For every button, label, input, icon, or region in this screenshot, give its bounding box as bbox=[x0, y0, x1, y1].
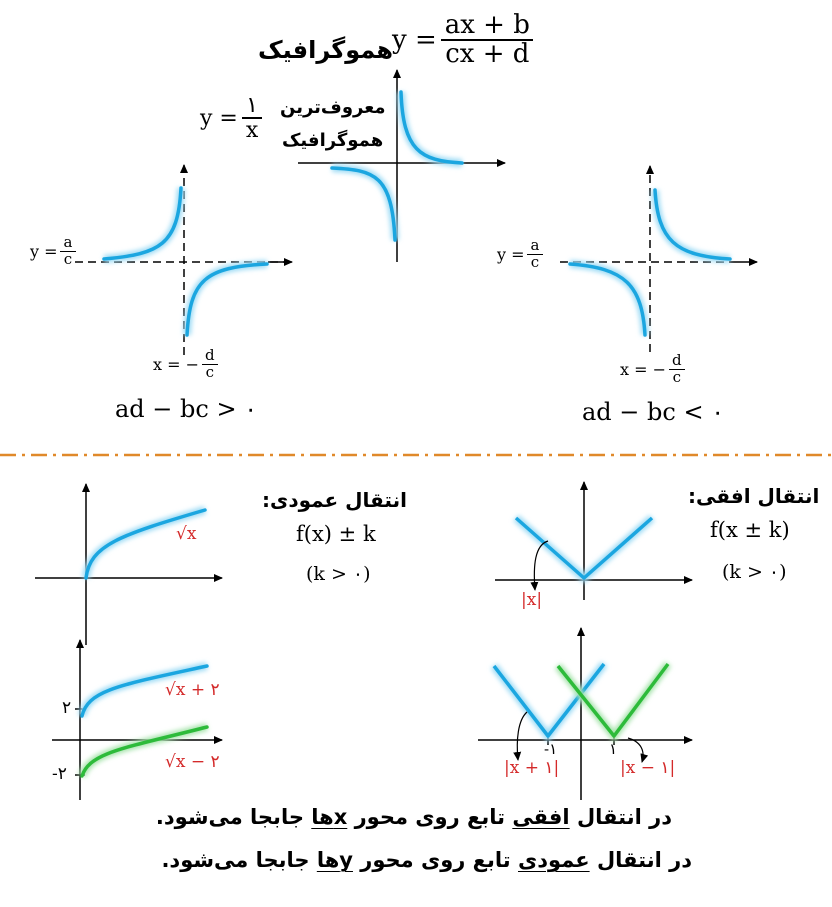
formula-denominator: x bbox=[242, 117, 262, 142]
footer-line-1 bbox=[156, 805, 672, 829]
tick-label-neg-1: -۱ bbox=[544, 740, 558, 758]
asym-num: d bbox=[205, 346, 215, 364]
footer-emphasis: yها bbox=[316, 848, 353, 872]
header-formula bbox=[392, 12, 534, 69]
sqrt-shift-graph bbox=[52, 640, 222, 800]
horizontal-shift-condition: (k > ۰) bbox=[722, 561, 787, 583]
asym-den: c bbox=[202, 364, 218, 381]
asym-lhs: x = − bbox=[620, 359, 667, 379]
footer-line-2 bbox=[161, 848, 692, 872]
sqrt-minus-2-label: √x − ۲ bbox=[165, 752, 220, 772]
footer-text: در انتقال bbox=[596, 848, 692, 872]
footer-text: در انتقال bbox=[576, 805, 672, 829]
sqrt-label: √x bbox=[176, 524, 197, 544]
right-condition: ad − bc < ۰ bbox=[582, 398, 725, 426]
asym-fraction bbox=[668, 353, 686, 386]
famous-label-line2: هموگرافیک bbox=[282, 130, 384, 151]
left-hyperbola-graph bbox=[75, 165, 292, 355]
footer-text: جابجا می‌شود. bbox=[155, 805, 304, 829]
sqrt-plus-2-label: √x + ۲ bbox=[165, 680, 220, 700]
abs-label: |x| bbox=[521, 590, 543, 610]
horizontal-shift-title: انتقال افقی: bbox=[688, 484, 820, 508]
asym-den: c bbox=[60, 251, 76, 268]
asym-den: c bbox=[527, 254, 543, 271]
right-asymptote-x-label bbox=[620, 353, 686, 386]
footer-text: جابجا می‌شود. bbox=[161, 848, 310, 872]
famous-formula bbox=[200, 94, 262, 142]
right-hyperbola-graph bbox=[560, 166, 757, 352]
formula-fraction bbox=[242, 94, 262, 142]
formula-denominator: cx + d bbox=[441, 39, 533, 68]
asym-num: a bbox=[530, 236, 540, 254]
famous-label-line1: معروف‌ترین bbox=[280, 97, 386, 118]
header-title: هموگرافیک bbox=[258, 36, 393, 64]
abs-x-plus-1-label: |x + ۱| bbox=[504, 758, 560, 778]
formula-fraction bbox=[441, 12, 534, 69]
formula-numerator: ax + b bbox=[444, 10, 530, 40]
asym-lhs: x = − bbox=[153, 354, 200, 374]
horizontal-shift-formula: f(x ± k) bbox=[710, 518, 790, 542]
formula-numerator: ۱ bbox=[246, 93, 258, 118]
formula-lhs: y = bbox=[392, 25, 437, 56]
vertical-shift-condition: (k > ۰) bbox=[306, 563, 371, 585]
footer-emphasis: xها bbox=[311, 805, 348, 829]
left-pointer-arrow bbox=[517, 712, 527, 760]
right-asymptote-y-label bbox=[497, 238, 543, 271]
asym-den: c bbox=[669, 369, 685, 386]
abs-x-minus-1-label: |x − ۱| bbox=[620, 758, 676, 778]
formula-lhs: y = bbox=[200, 105, 238, 131]
asym-num: a bbox=[63, 233, 73, 251]
vertical-shift-formula: f(x) ± k bbox=[296, 522, 376, 546]
vertical-shift-title: انتقال عمودی: bbox=[262, 488, 407, 512]
asym-lhs: y = bbox=[497, 244, 525, 264]
abs-graph bbox=[495, 482, 692, 600]
left-asymptote-y-label bbox=[30, 235, 76, 268]
tick-label-neg-2: -۲ bbox=[52, 764, 67, 784]
footer-text: تابع روی محور bbox=[354, 805, 505, 829]
tick-label-2: ۲ bbox=[62, 698, 72, 718]
asym-lhs: y = bbox=[30, 241, 58, 261]
left-asymptote-x-label bbox=[153, 348, 219, 381]
footer-emphasis: عمودی bbox=[518, 848, 590, 872]
asym-fraction bbox=[60, 235, 77, 268]
sqrt-graph bbox=[35, 484, 222, 645]
left-condition: ad − bc > ۰ bbox=[115, 395, 258, 423]
asym-fraction bbox=[201, 348, 219, 381]
footer-emphasis: افقی bbox=[512, 805, 570, 829]
asym-num: d bbox=[672, 351, 682, 369]
asym-fraction bbox=[527, 238, 544, 271]
footer-text: تابع روی محور bbox=[360, 848, 511, 872]
tick-label-1: ۱ bbox=[609, 740, 618, 758]
